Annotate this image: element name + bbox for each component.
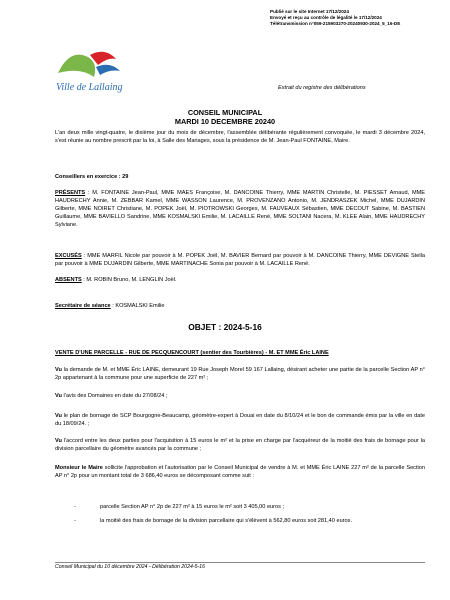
- absents-label: ABSENTS: [55, 277, 82, 283]
- presents-paragraph: [55, 190, 425, 230]
- presents-label: PRÉSENTS: [55, 190, 86, 196]
- conseillers-line: [55, 174, 425, 182]
- presents-text: : M. FONTAINE Jean-Paul, MME MAES Françoise, M. DANCOINE Thierry, MME MARTIN Christelle, M. PIESSET Arnaud, MME HAUDRECHY Annie, M. ZEBBAR Kamel, MME WASSON Laurence, M. PROVENZANO Antonio, M. JENDRASZEK Michel, MME DUJARDIN Gilberte, MME NOIRET Christiane, M. POPEK Joël, M. PIOTROWSKI Georges, M. FAUVEAUX Sébastien, MME DECOUT Sabine, M. BASTIEN Guillaume, MME BAVIELLO Sandrine, MME KOSMALSKI Emilie, M. LACAILLE René, MME SOLTANI Nacera, M. KLEE Alain, MME HAUDRECHY Sylviane.: [55, 190, 425, 228]
- maire-label: Monsieur le Maire: [55, 465, 103, 471]
- page-footer: Conseil Municipal du 10 décembre 2024 - Délibération 2024-5-16: [55, 564, 205, 570]
- subject-heading: VENTE D'UNE PARCELLE - RUE DE PECQUENCOURT (sentier des Tourbières) - M. ET MME Éric LAINE: [55, 350, 329, 356]
- logo-text: Ville de Lallaing: [56, 82, 123, 93]
- vu-accord-paragraph: [55, 438, 425, 454]
- excuses-text: : MME MARFIL Nicole par pouvoir à M. POPEK Joël, M. BAVIER Bernard par pouvoir à M. DANCOINE Thierry, MME DEVIGNE Stella par pouvoir à MME DUJARDIN Gilberte, MME MARTINACHE Sonia par pouvoir à M. LACAILLE René.: [55, 253, 425, 267]
- vu-text: la demande de M. et MME Éric LAINE, demeurant 19 Rue Joseph Morel 59 167 Lallaing, désirant acheter une partie de la parcelle Section AP n° 2p appartenant à la commune pour une superficie de 227 m² ;: [55, 367, 425, 381]
- vu-text: l'avis des Domaines en date du 27/08/24 ;: [61, 393, 168, 399]
- stamp-line-received: Envoyé et reçu au contrôle de légalité le 17/12/2024: [270, 15, 382, 21]
- council-title: CONSEIL MUNICIPAL: [187, 108, 263, 117]
- bullet-marker: -: [74, 504, 76, 510]
- vu-bornage-paragraph: [55, 413, 425, 429]
- vu-label: Vu: [55, 367, 62, 373]
- extract-label: Extrait du registre des délibérations: [278, 85, 366, 91]
- conseillers-label: Conseillers en exercice :: [55, 174, 121, 180]
- secretaire-text: : KOSMALSKI Emilie: [110, 303, 165, 309]
- vu-label: Vu: [55, 413, 62, 419]
- absents-paragraph: [55, 277, 425, 285]
- conseillers-value: 29: [122, 174, 129, 180]
- excuses-label: EXCUSÉS: [55, 253, 82, 259]
- intro-paragraph: L'an deux mille vingt-quatre, le dixième jour du mois de décembre, l'assemblée délibérante régulièrement convoquée, le mardi 3 décembre 2024, s'est réunie au nombre prescrit par la loi, à Salle des Mariages, sous la présidence de M. Jean-Paul FONTAINE, Maire.: [55, 130, 425, 144]
- objet-title: OBJET : 2024-5-16: [188, 322, 262, 332]
- bullet-item-bornage: la moitié des frais de bornage de la division parcellaire qui s'élèvent à 562,80 euros soit 281,40 euros.: [100, 518, 353, 524]
- council-date: MARDI 10 DECEMBRE 20240: [174, 117, 276, 126]
- bullet-marker: -: [74, 518, 76, 524]
- vu-label: Vu: [55, 393, 62, 399]
- vu-request-paragraph: [55, 367, 425, 383]
- excuses-paragraph: [55, 253, 425, 269]
- stamp-line-teletransmission: Télétransmission n°059-215903270-20240930-2024_5_16-DE: [270, 21, 401, 27]
- logo-graphic: [50, 43, 125, 103]
- vu-text: l'accord entre les deux parties pour l'acquisition à 15 euros le m² et la prise en charge par l'acquéreur de la moitié des frais de bornage pour la division parcellaire du géomètre avancés par la commune ;: [55, 438, 425, 452]
- transmission-stamp: [270, 9, 442, 28]
- bullet-item-parcelle: parcelle Section AP n° 2p de 227 m² à 15 euros le m² soit 3 405,00 euros ;: [100, 504, 285, 510]
- secretaire-paragraph: [55, 303, 425, 311]
- maire-text: sollicite l'approbation et l'autorisation par le Conseil Municipal de vendre à M. et MME Éric LAINE 227 m² de la parcelle Section AP n° 2p pour un montant total de 3 686,40 euros se décomposant comme suit :: [55, 465, 425, 479]
- vu-text: le plan de bornage de SCP Bourgogne-Beaucamp, géomètre-expert à Douai en date du 8/10/24 et le bon de commande émis par la ville en date du 18/09/24. ;: [55, 413, 425, 427]
- stamp-line-published: Publié sur le site Internet 17/12/2024: [270, 9, 349, 14]
- town-logo: [50, 43, 125, 103]
- vu-domaines-paragraph: [55, 393, 425, 401]
- maire-paragraph: [55, 465, 425, 481]
- secretaire-label: Secrétaire de séance: [55, 303, 111, 309]
- vu-label: Vu: [55, 438, 62, 444]
- footer-divider: [55, 562, 425, 563]
- absents-text: : M. ROBIN Bruno, M. LENGLIN Joël.: [81, 277, 177, 283]
